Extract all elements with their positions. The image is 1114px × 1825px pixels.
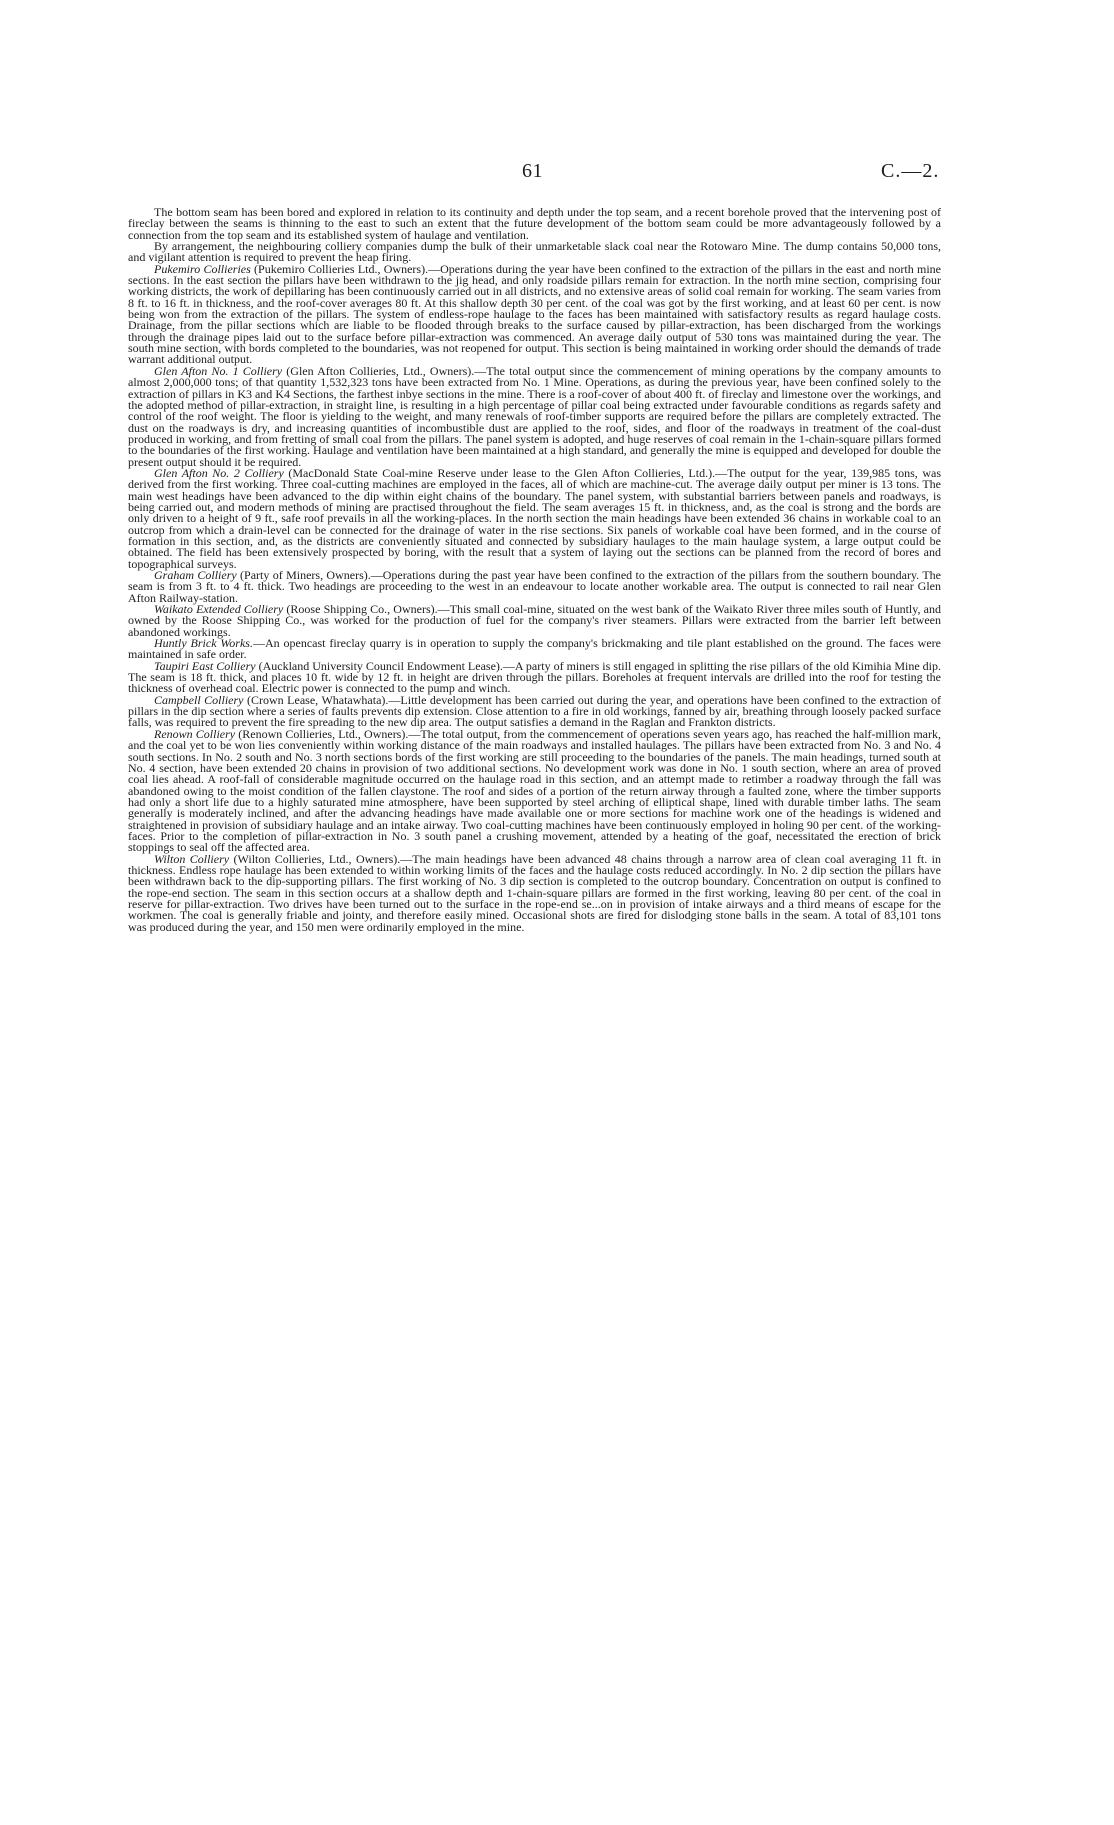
paragraph-renown: Renown Colliery (Renown Collieries, Ltd., Owners).—The total output, from the commencement of operations seven years ago, has reached the half-million mark, and the coal yet to be won lies conveniently within working distance of the main roadways and installed haulages. The pillars have been extracted from No. 3 and No. 4 south sections. In No. 2 south and No. 3 north sections bords of the first working are still proceeding to the boundaries of the panels. The main headings, turned south at No. 4 section, have been extended 20 chains in provision of two additional sections. No development work was done in No. 1 south section, where an area of proved coal lies ahead. A roof-fall of considerable magnitude occurred on the haulage road in this section, and an attempt made to retimber a roadway through the fall was abandoned owing to the moist condition of the fallen claystone. The roof and sides of a portion of the return airway through a faulted zone, where the timber supports had only a short life due to a highly saturated mine atmosphere, have been supported by steel arching of elliptical shape, lined with durable timber laths. The seam generally is moderately inclined, and after the advancing headings have made available one or more sections for machine work one of the headings is widened and straightened in provision of subsidiary haulage and an intake airway. Two coal-cutting machines have been continuously employed in holing 90 per cent. of the working-faces. Prior to the completion of pillar-extraction in No. 3 south panel a crushing movement, attended by a heating of the goaf, necessitated the erection of brick stoppings to seal off the affected area. bbox=[128, 726, 941, 855]
colliery-name: Graham Colliery bbox=[154, 568, 237, 582]
colliery-name: Taupiri East Colliery bbox=[154, 658, 256, 673]
paragraph-wilton: Wilton Colliery (Wilton Collieries, Ltd., Owners).—The main headings have been advanced 48 chains through a narrow area of clean coal averaging 11 ft. in thickness. Endless rope haulage has been extended to within working limits of the faces and the haulage costs reduced accordingly. In No. 2 dip section the pillars have been withdrawn back to the dip-supporting pillars. The first working of No. 3 dip section is completed to the outcrop boundary. Concentration on output is confined to the rope-end section. The seam in this section occurs at a shallow depth and 1-chain-square pillars are formed in the first working, leaving 80 per cent. of the coal in reserve for pillar-extraction. Two drives have been turned out to the surface in the rope-end se...on in provision of intake airways and a third means of escape for the workmen. The coal is generally friable and jointy, and therefore easily mined. Occasional shots are fired for dislodging stone balls in the seam. A total of 83,101 tons was produced during the year, and 150 men were ordinarily employed in the mine. bbox=[128, 851, 941, 934]
document-reference: C.—2. bbox=[881, 160, 940, 182]
paragraph-pukemiro: Pukemiro Collieries (Pukemiro Collieries Ltd., Owners).—Operations during the year have been confined to the extraction of the pillars in the east and north mine sections. In the east section the pillars have been withdrawn to the jig head, and only roadside pillars remain for extraction. In the north mine section, comprising four working districts, the work of depillaring has been continuously carried out in all districts, and no extensive areas of solid coal remain for working. The seam varies from 8 ft. to 16 ft. in thickness, and the roof-cover averages 80 ft. At this shallow depth 30 per cent. of the coal was got by the first working, and at least 60 per cent. is now being won from the extraction of the pillars. The system of endless-rope haulage to the faces has been maintained with satisfactory results as regard haulage costs. Drainage, from the pillar sections which are liable to be flooded through breaks to the surface caused by pillar-extraction, has been discharged from the workings through the drainage pipes laid out to the surface before pillar-extraction was commenced. An average daily output of 530 tons was maintained during the year. The south mine section, with bords completed to the boundaries, was not reopened for output. This section is being maintained in working order should the demands of trade warrant additional output. bbox=[128, 261, 941, 367]
colliery-name: Glen Afton No. 1 Colliery bbox=[154, 363, 283, 378]
colliery-name: Waikato Extended Colliery bbox=[154, 602, 284, 617]
paragraph-slack-dump: By arrangement, the neighbouring colliery companies dump the bulk of their unmarketable slack coal near the Rotowaro Mine. The dump contains 50,000 tons, and vigilant attention is required to prevent the heap firing. bbox=[128, 239, 941, 265]
paragraph-campbell: Campbell Colliery (Crown Lease, Whatawhata).—Little development has been carried out during the year, and operations have been confined to the extraction of pillars in the dip section where a series of faults prevents dip extension. Close attention to a fire in old workings, fanned by air, breathing through loosely packed surface falls, was required to prevent the fire spreading to the new dip area. The output satisfies a demand in the Raglan and Frankton districts. bbox=[128, 692, 941, 730]
paragraph-waikato-extended: Waikato Extended Colliery (Roose Shipping Co., Owners).—This small coal-mine, situated on the west bank of the Waikato River three miles south of Huntly, and owned by the Roose Shipping Co., was worked for the production of fuel for the company's river steamers. Pillars were extracted from the barrier left between abandoned workings. bbox=[128, 602, 941, 639]
paragraph-glen-afton-1: Glen Afton No. 1 Colliery (Glen Afton Collieries, Ltd., Owners).—The total output since the commencement of mining operations by the company amounts to almost 2,000,000 tons; of that quantity 1,532,323 tons have been extracted from No. 1 Mine. Operations, as during the previous year, have been confined solely to the extraction of pillars in K3 and K4 Sections, the farthest inbye sections in the mine. There is a roof-cover of about 400 ft. of fireclay and limestone over the workings, and the adopted method of pillar-extraction, in straight line, is resulting in a high percentage of pillar coal being extracted under favourable conditions as regards safety and control of the roof weight. The floor is yielding to the weight, and many renewals of roof-timber supports are required before the pillars are completely extracted. The dust on the roadways is dry, and increasing quantities of incombustible dust are applied to the roof, sides, and floor of the roadways in treatment of the coal-dust produced in working, and from fretting of small coal from the pillars. The panel system is adopted, and huge reserves of coal remain in the 1-chain-square pillars formed to the boundaries of the first working. Haulage and ventilation have been maintained at a high standard, and generally the mine is equipped and developed for double the present output should it be required. bbox=[128, 363, 941, 469]
colliery-name: Wilton Colliery bbox=[154, 851, 230, 866]
colliery-name: Glen Afton No. 2 Colliery bbox=[154, 465, 284, 480]
paragraph-glen-afton-2: Glen Afton No. 2 Colliery (MacDonald State Coal-mine Reserve under lease to the Glen Afton Collieries, Ltd.).—The output for the year, 139,985 tons, was derived from the first working. Three coal-cutting machines are employed in the faces, all of which are machine-cut. The average daily output per miner is 13 tons. The main west headings have been advanced to the dip within eight chains of the boundary. The panel system, with substantial barriers between panels and roadways, is being carried out, and modern methods of mining are practised throughout the field. The seam averages 15 ft. in thickness, and, as the coal is strong and the bords are only driven to a height of 9 ft., safe roof prevails in all the working-places. In the north section the main headings have been extended 36 chains in workable coal to an outcrop from which a drain-level can be connected for the drainage of water in the rise sections. Six panels of workable coal have been formed, and in the course of formation in this section, and, as the districts are conveniently situated and connected by subsidiary haulages to the main haulage system, a large output could be obtained. The field has been extensively prospected by boring, with the result that a system of laying out the sections can be planned from the record of bores and topographical surveys. bbox=[128, 465, 941, 571]
paragraph-huntly-brick: Huntly Brick Works.—An opencast fireclay quarry is in operation to supply the company's brickmaking and tile plant established on the ground. The faces were maintained in safe order. bbox=[128, 636, 941, 662]
colliery-name: Renown Colliery bbox=[154, 726, 236, 741]
paragraph-bottom-seam: The bottom seam has been bored and explored in relation to its continuity and depth under the top seam, and a recent borehole proved that the intervening post of fireclay between the seams is thinning to the east to such an extent that the future development of the bottom seam could be more advantageously followed by a connection from the top seam and its established system of haulage and ventilation. bbox=[128, 205, 941, 242]
page-number: 61 bbox=[522, 160, 543, 182]
report-body bbox=[128, 207, 941, 933]
paragraph-taupiri-east: Taupiri East Colliery (Auckland University Council Endowment Lease).—A party of miners is still engaged in splitting the rise pillars of the old Kimihia Mine dip. The seam is 18 ft. thick, and places 10 ft. wide by 12 ft. in height are driven through the pillars. Boreholes at frequent intervals are drilled into the roof for testing the thickness of overhead coal. Electric power is connected to the pump and winch. bbox=[128, 658, 941, 696]
page-header bbox=[0, 160, 1114, 190]
colliery-name: Huntly Brick Works. bbox=[154, 636, 253, 651]
colliery-name: Campbell Colliery bbox=[154, 692, 244, 707]
colliery-name: Pukemiro Collieries bbox=[154, 261, 251, 276]
paragraph-graham: Graham Colliery (Party of Miners, Owners).—Operations during the past year have been confined to the extraction of the pillars from the southern boundary. The seam is from 3 ft. to 4 ft. thick. Two headings are proceeding to the west in an endeavour to locate another workable area. The output is connected to rail near Glen Afton Railway-station. bbox=[128, 568, 941, 605]
